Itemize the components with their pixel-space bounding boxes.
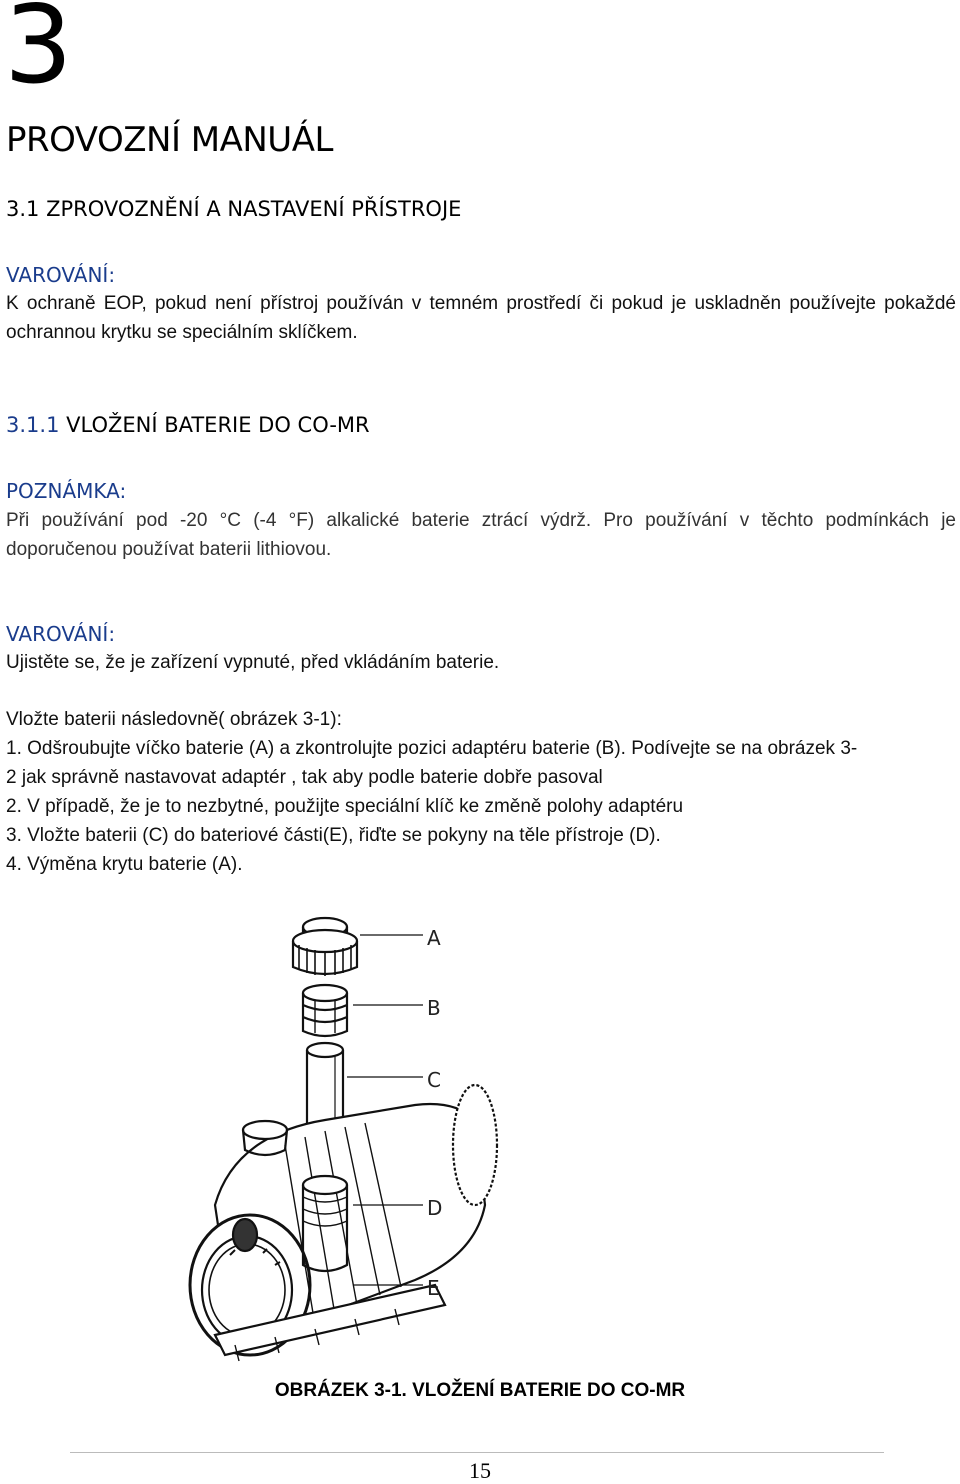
callout-c: C	[427, 1068, 441, 1092]
step-1-line-1: 1. Odšroubujte víčko baterie (A) a zkontrolujte pozici adaptéru baterie (B). Podívejte se na obrázek 3-	[6, 738, 858, 759]
note-label: POZNÁMKA:	[6, 479, 127, 503]
callout-a: A	[427, 926, 441, 950]
callout-b: B	[427, 996, 441, 1020]
battery-cap-drawing	[293, 918, 357, 976]
chapter-title: PROVOZNÍ MANUÁL	[6, 120, 333, 160]
warning-text: K ochraně EOP, pokud není přístroj používán v temném prostředí či pokud je uskladněn používejte pokaždé ochrannou krytku se speciálním sklíčkem.	[6, 293, 956, 343]
page-number: 15	[469, 1458, 491, 1483]
subsection-number: 3.1.1	[6, 413, 60, 437]
step-4: 4. Výměna krytu baterie (A).	[6, 854, 243, 875]
callout-e: E	[427, 1276, 440, 1300]
subsection-heading	[6, 413, 370, 437]
step-2: 2. V případě, že je to nezbytné, použijte speciální klíč ke změně polohy adaptéru	[6, 796, 684, 817]
instructions-intro: Vložte baterii následovně( obrázek 3-1):	[6, 709, 342, 730]
battery-diagram	[175, 905, 785, 1375]
footer-divider	[70, 1452, 884, 1453]
instructions	[6, 705, 958, 879]
battery-diagram-drawing	[175, 905, 785, 1375]
callout-d: D	[427, 1196, 443, 1220]
warning2-label: VAROVÁNÍ:	[6, 622, 116, 646]
note-text: Při používání pod -20 °C (-4 °F) alkalické baterie ztrácí výdrž. Pro používání v těchto podmínkách je doporučenou používat baterii lithiovou.	[6, 510, 956, 560]
section-heading: 3.1 ZPROVOZNĚNÍ A NASTAVENÍ PŘÍSTROJE	[6, 197, 462, 221]
warning2-text: Ujistěte se, že je zařízení vypnuté, před vkládáním baterie.	[6, 652, 500, 673]
warning-label: VAROVÁNÍ:	[6, 263, 116, 287]
device-body-drawing	[190, 1085, 497, 1361]
subsection-title: VLOŽENÍ BATERIE DO CO-MR	[66, 413, 370, 437]
chapter-number: 3	[4, 0, 73, 108]
step-3: 3. Vložte baterii (C) do bateriové části(E), řiďte se pokyny na těle přístroje (D).	[6, 825, 661, 846]
step-1-line-2: 2 jak správně nastavovat adaptér , tak aby podle baterie dobře pasoval	[6, 767, 603, 788]
figure-caption: OBRÁZEK 3-1. VLOŽENÍ BATERIE DO CO-MR	[274, 1380, 686, 1401]
battery-adapter-drawing	[303, 985, 347, 1036]
